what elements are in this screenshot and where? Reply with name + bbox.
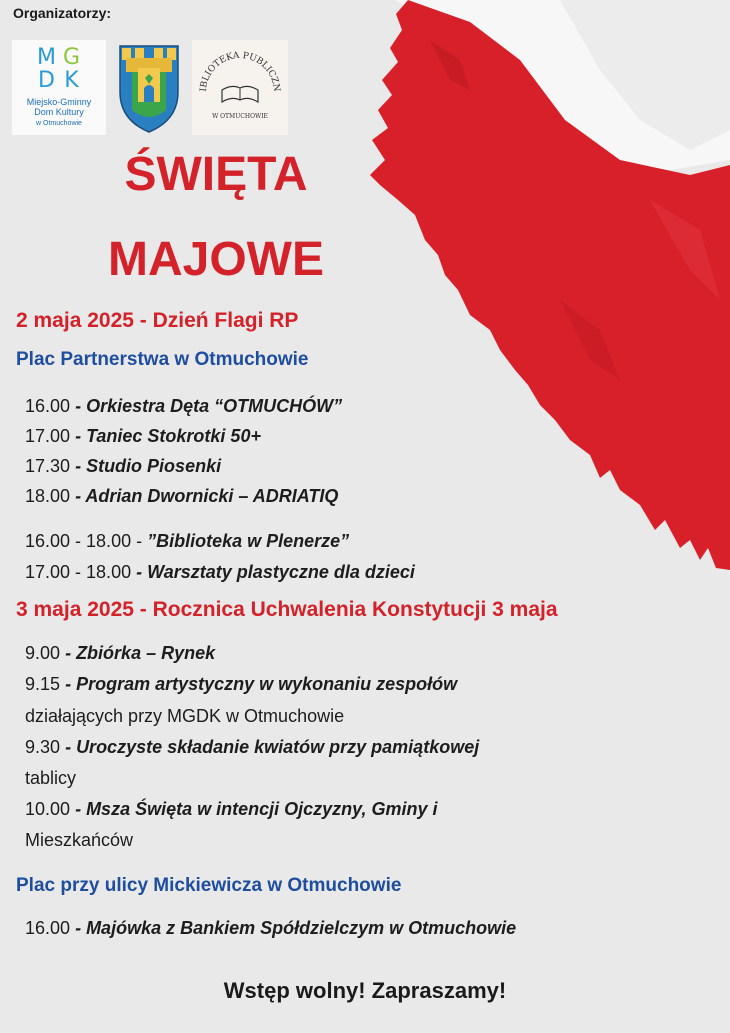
item-desc: Warsztaty plastyczne dla dzieci [147,562,415,582]
day2-venue2: Plac przy ulicy Mickiewicza w Otmuchowie [16,875,402,896]
library-bottom-text: W OTMUCHOWIE [212,113,268,120]
day1-venue: Plac Partnerstwa w Otmuchowie [16,349,309,370]
schedule-item: 9.00 - Zbiórka – Rynek [25,643,216,663]
mgdk-letter-d: D [38,68,55,93]
mgdk-letter-k: K [64,68,79,93]
schedule-item: 9.30 - Uroczyste składanie kwiatów przy pamiątkowej [25,737,480,757]
organizers-label: Organizatorzy: [13,5,112,21]
library-logo-graphic [192,40,288,135]
mgdk-letter-m: M [37,45,56,70]
item-desc-continuation: tablicy [25,768,77,788]
item-desc: Studio Piosenki [86,456,222,476]
item-time: 9.00 [25,643,61,663]
mgdk-letters [34,46,84,92]
library-arc-text: IBLIOTEKA PUBLICZN [198,50,282,93]
item-desc: Msza Święta w intencji Ojczyzny, Gminy i [86,799,438,819]
schedule-item: 16.00 - Majówka z Bankiem Spółdzielczym w Otmuchowie [25,918,517,938]
schedule-item: 9.15 - Program artystyczny w wykonaniu zespołów [25,674,458,694]
item-time: 18.00 [25,486,71,506]
title-line2: MAJOWE [108,233,324,286]
item-time: 9.30 [25,737,61,757]
schedule-item: 17.30 - Studio Piosenki [25,456,222,476]
item-time: 9.15 [25,674,61,694]
title-line1: ŚWIĘTA [124,148,308,201]
day1-heading: 2 maja 2025 - Dzień Flagi RP [16,309,299,332]
item-desc: Adrian Dwornicki – ADRIATIQ [85,486,339,506]
day2-heading: 3 maja 2025 - Rocznica Uchwalenia Konstytucji 3 maja [16,598,558,621]
item-desc: Uroczyste składanie kwiatów przy pamiątkowej [76,737,480,757]
item-desc-continuation: Mieszkańców [25,830,134,850]
item-desc: Program artystyczny w wykonaniu zespołów [76,674,458,694]
item-desc: Taniec Stokrotki 50+ [86,426,261,446]
item-time: 17.00 [25,426,71,446]
mgdk-letter-g: G [62,45,81,70]
item-desc: Majówka z Bankiem Spółdzielczym w Otmuchowie [86,918,517,938]
item-time: 17.30 [25,456,71,476]
item-desc: ”Biblioteka w Plenerze” [147,531,350,551]
item-time: 16.00 [25,396,71,416]
mgdk-line1: Miejsko-Gminny [26,97,92,107]
schedule-item: 16.00 - Orkiestra Dęta “OTMUCHÓW” [25,396,343,416]
mgdk-line2: Dom Kultury [34,107,84,117]
library-logo [192,40,288,135]
item-desc-continuation: działających przy MGDK w Otmuchowie [25,706,345,726]
coat-of-arms-icon [116,40,182,135]
item-time: 10.00 [25,799,71,819]
item-desc: Orkiestra Dęta “OTMUCHÓW” [86,396,343,416]
schedule-item: 17.00 - Taniec Stokrotki 50+ [25,426,261,446]
coat-of-arms-logo [116,40,182,135]
schedule-item: 16.00 - 18.00 - ”Biblioteka w Plenerze” [25,531,350,551]
mgdk-line3: w Otmuchowie [36,120,82,127]
mgdk-logo [12,40,106,135]
item-time: 17.00 - 18.00 [25,562,132,582]
footer-invitation: Wstęp wolny! Zapraszamy! [223,978,507,1003]
schedule-item: 17.00 - 18.00 - Warsztaty plastyczne dla dzieci [25,562,415,582]
item-time: 16.00 - 18.00 [25,531,132,551]
schedule-item: 18.00 - Adrian Dwornicki – ADRIATIQ [25,486,339,506]
schedule-item: 10.00 - Msza Święta w intencji Ojczyzny, Gminy i [25,799,438,819]
item-desc: Zbiórka – Rynek [76,643,216,663]
item-time: 16.00 [25,918,71,938]
